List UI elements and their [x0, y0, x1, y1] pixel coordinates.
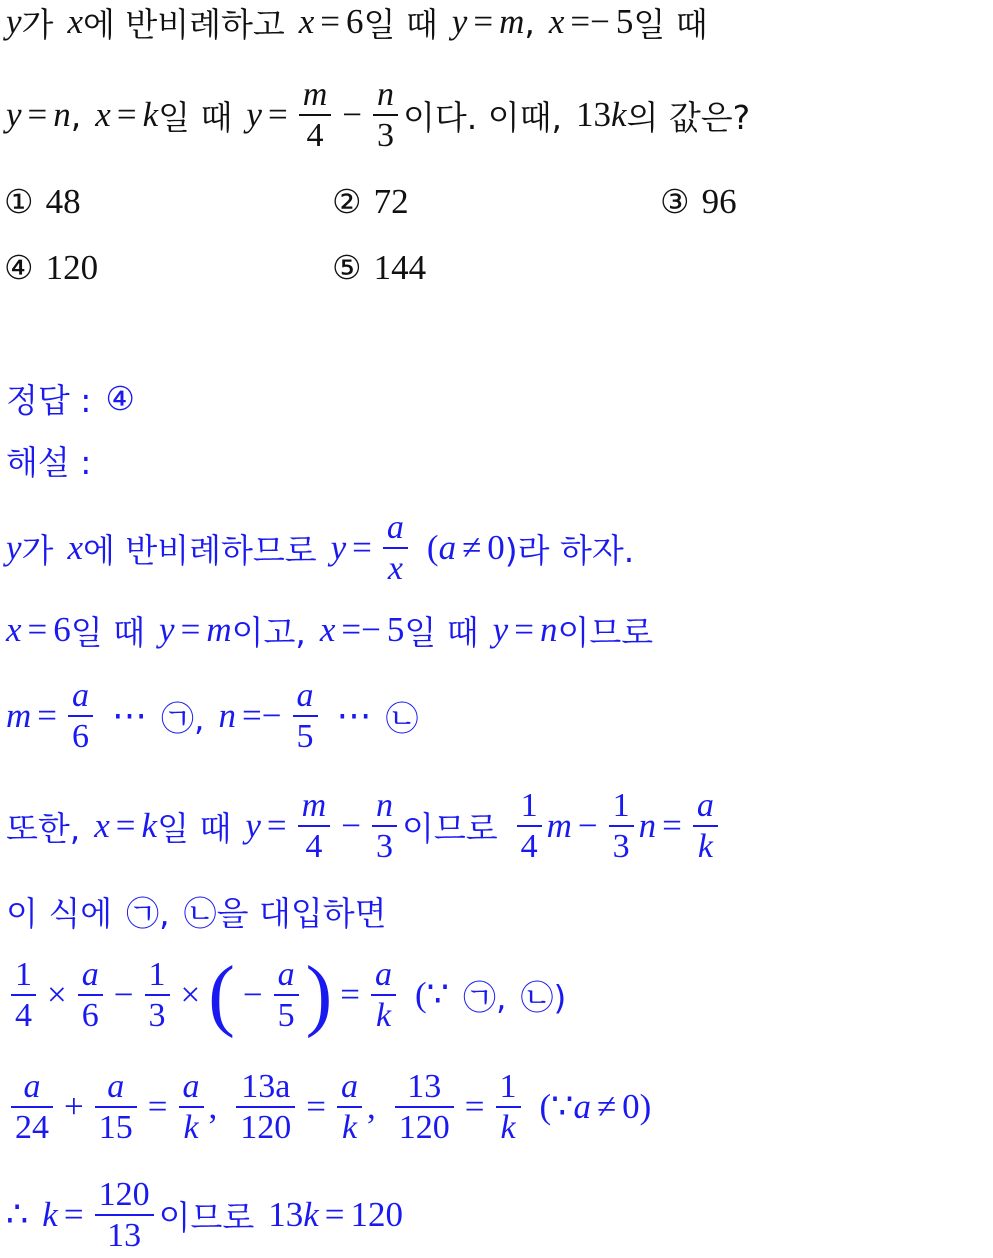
solution-line-7 [6, 1064, 651, 1150]
text: 이고, [231, 612, 306, 652]
var: k [42, 1195, 58, 1234]
denominator: 4 [305, 828, 323, 865]
op: + [64, 1087, 84, 1126]
text: 에 반비례하므로 [82, 530, 317, 570]
choice-3[interactable] [660, 182, 737, 222]
var: k [142, 95, 159, 134]
text: 이다. 이때, [403, 97, 562, 137]
op: ≠ [596, 1087, 617, 1126]
text: ㉡) [520, 977, 567, 1017]
op: = [266, 806, 287, 845]
denominator: 6 [81, 997, 99, 1034]
text: ㉠, [161, 698, 205, 738]
var: x [95, 95, 111, 134]
num: 120 [350, 1195, 404, 1234]
op: − [242, 975, 263, 1014]
op: = [306, 1087, 326, 1126]
op: = [267, 95, 288, 134]
op: × [47, 975, 67, 1014]
solution-line-5 [6, 888, 387, 934]
denominator: 15 [98, 1109, 133, 1146]
num: 0 [487, 528, 505, 567]
denominator: 3 [612, 828, 630, 865]
text: 일 때 [70, 612, 146, 652]
var: x [6, 610, 22, 649]
numerator: a [107, 1067, 125, 1105]
var: a [573, 1087, 591, 1126]
choice-5[interactable] [332, 248, 426, 288]
fraction [293, 676, 318, 756]
text: 또한, [6, 808, 81, 848]
solution-line-1 [6, 505, 634, 591]
op: − [577, 806, 598, 845]
var: m [6, 696, 32, 735]
fraction [78, 955, 103, 1035]
numerator: m [301, 786, 327, 824]
choice-value: 48 [45, 182, 81, 221]
var: x [67, 2, 83, 41]
left-paren: ( [208, 951, 235, 1039]
choice-mark: ④ [4, 248, 34, 287]
text: 에 반비례하고 [82, 4, 285, 44]
numerator: a [23, 1067, 41, 1105]
var: k [303, 1195, 319, 1234]
var: y [159, 610, 175, 649]
denominator: x [387, 550, 403, 587]
fraction [274, 955, 299, 1035]
var: y [492, 610, 509, 649]
therefore: ∴ [6, 1195, 29, 1234]
text: ㉠, [462, 977, 507, 1017]
text: 가 [21, 4, 54, 44]
var: y [245, 806, 261, 845]
denominator: 120 [240, 1109, 292, 1146]
denominator: 3 [148, 997, 166, 1034]
text: 일 때 [158, 97, 233, 137]
var: y [6, 528, 22, 567]
num: 13 [575, 95, 611, 134]
fraction [496, 1067, 521, 1147]
choice-value: 144 [373, 248, 427, 287]
because: (∵ [539, 1087, 574, 1126]
problem-line-2 [6, 72, 750, 158]
fraction [383, 508, 408, 588]
var: x [548, 2, 565, 41]
var: n [638, 806, 657, 845]
text: ㉡ [385, 698, 419, 738]
op: = [27, 610, 48, 649]
choice-mark: ② [332, 182, 362, 221]
op: − [113, 975, 134, 1014]
solution-line-3 [6, 673, 419, 759]
numerator: 13 [407, 1067, 442, 1105]
denominator: k [697, 828, 713, 865]
text: ㉡을 대입하면 [183, 893, 387, 933]
problem-line-1 [6, 0, 708, 44]
var: y [246, 95, 262, 134]
text: 이므로 [401, 808, 498, 848]
op: = [63, 1195, 84, 1234]
fraction [395, 1067, 454, 1147]
fraction [609, 786, 634, 866]
fraction [179, 1067, 204, 1147]
op: = [340, 975, 361, 1014]
numerator: a [277, 955, 295, 993]
var: x [67, 528, 83, 567]
op: =− [341, 610, 381, 649]
denominator: k [375, 997, 392, 1034]
denominator: 4 [306, 117, 324, 154]
denominator: 24 [15, 1109, 49, 1146]
op: = [115, 806, 136, 845]
numerator: 1 [15, 955, 32, 993]
var: x [298, 2, 315, 41]
solution-line-6 [6, 952, 566, 1038]
numerator: a [375, 955, 393, 993]
var: x [94, 806, 110, 845]
var: n [539, 610, 558, 649]
paren: ( [426, 528, 439, 567]
text: 의 값은? [626, 97, 751, 137]
denominator: 5 [277, 997, 295, 1034]
numerator: 1 [148, 955, 166, 993]
denominator: 3 [377, 117, 394, 154]
numerator: 1 [612, 786, 630, 824]
var: m [546, 806, 572, 845]
text: 가 [21, 530, 54, 570]
choice-value: 72 [373, 182, 409, 221]
answer-value: ④ [105, 378, 135, 418]
fraction [95, 1175, 154, 1255]
numerator: a [386, 508, 404, 546]
explanation-label [6, 438, 91, 482]
fraction [11, 955, 36, 1035]
op: = [320, 2, 341, 41]
op: = [27, 95, 48, 134]
fraction [145, 955, 170, 1035]
numerator: a [81, 955, 99, 993]
op: = [473, 2, 494, 41]
denominator: k [341, 1109, 358, 1146]
denominator: 120 [398, 1109, 450, 1146]
right-paren: ) [305, 951, 333, 1039]
text: , [70, 95, 82, 135]
denominator: k [500, 1109, 516, 1146]
denominator: 3 [375, 828, 393, 865]
text: 일 때 [404, 612, 479, 652]
denominator: 6 [72, 718, 90, 755]
num: 0) [622, 1087, 652, 1126]
op: − [342, 95, 362, 134]
text: )라 하자. [504, 530, 635, 570]
text: 이므로 [158, 1197, 255, 1237]
fraction [693, 786, 718, 866]
denominator: 4 [15, 997, 32, 1034]
num: 13 [268, 1195, 304, 1234]
numerator: 120 [98, 1175, 150, 1213]
var: y [330, 528, 347, 567]
op: = [324, 1195, 345, 1234]
var: n [53, 95, 71, 134]
choice-mark: ① [4, 182, 34, 221]
comma: , [208, 1087, 218, 1126]
op: = [514, 610, 534, 649]
cdots: ⋯ [112, 696, 148, 735]
var: x [319, 610, 336, 649]
text: 이 식에 [6, 893, 113, 933]
op: = [662, 806, 682, 845]
denominator: 5 [296, 718, 314, 755]
op: = [116, 95, 137, 134]
var: n [218, 696, 237, 735]
fraction [95, 1067, 137, 1147]
numerator: n [375, 786, 393, 824]
text: 일 때 [633, 4, 708, 44]
solution-line-8 [6, 1172, 403, 1258]
var: m [206, 610, 232, 649]
numerator: n [377, 75, 394, 113]
op: ≠ [462, 528, 482, 567]
num: 6 [53, 610, 71, 649]
op: × [180, 975, 201, 1014]
numerator: m [302, 75, 328, 113]
var: k [610, 95, 627, 134]
fraction [371, 955, 396, 1035]
denominator: 4 [520, 828, 538, 865]
fraction [299, 75, 332, 155]
numerator: a [296, 676, 314, 714]
answer-label: 정답 : [6, 380, 92, 420]
cdots: ⋯ [336, 696, 372, 735]
var: a [438, 528, 457, 567]
fraction [373, 75, 398, 155]
choice-2[interactable] [332, 182, 409, 222]
fraction [68, 676, 93, 756]
choice-value: 96 [701, 182, 737, 221]
op: = [147, 1087, 168, 1126]
fraction [298, 786, 331, 866]
numerator: a [72, 676, 90, 714]
choice-1[interactable] [4, 182, 81, 222]
var: k [141, 806, 158, 845]
num: 6 [346, 2, 364, 41]
choice-mark: ⑤ [332, 248, 362, 287]
numerator: a [341, 1067, 358, 1105]
text: 이므로 [557, 612, 654, 652]
choice-mark: ③ [660, 182, 690, 221]
var: y [6, 2, 22, 41]
op: − [341, 806, 361, 845]
choice-4[interactable] [4, 248, 98, 288]
var: m [499, 2, 525, 41]
fraction [372, 786, 397, 866]
solution-line-4 [6, 783, 723, 869]
numerator: a [696, 786, 714, 824]
op: = [37, 696, 58, 735]
text: ㉠, [126, 893, 170, 933]
var: y [6, 95, 22, 134]
fraction [236, 1067, 295, 1147]
because: (∵ [415, 975, 449, 1014]
explanation-label-text: 해설 : [6, 442, 92, 482]
num: 5 [615, 2, 634, 41]
text: 일 때 [157, 808, 232, 848]
op: = [464, 1087, 485, 1126]
numerator: 1 [499, 1067, 517, 1105]
answer-line [6, 376, 135, 420]
fraction [337, 1067, 362, 1147]
op: = [180, 610, 201, 649]
numerator: 13a [241, 1067, 291, 1105]
solution-line-2 [6, 607, 653, 653]
fraction [11, 1067, 53, 1147]
text: , [524, 2, 535, 42]
op: =− [570, 2, 610, 41]
denominator: 13 [107, 1217, 142, 1254]
op: =− [242, 696, 282, 735]
choice-value: 120 [45, 248, 99, 287]
fraction [517, 786, 542, 866]
var: y [451, 2, 468, 41]
numerator: a [182, 1067, 200, 1105]
comma: , [367, 1087, 376, 1126]
op: = [352, 528, 372, 567]
text: 일 때 [363, 4, 438, 44]
num: 5 [386, 610, 405, 649]
numerator: 1 [520, 786, 538, 824]
denominator: k [183, 1109, 199, 1146]
